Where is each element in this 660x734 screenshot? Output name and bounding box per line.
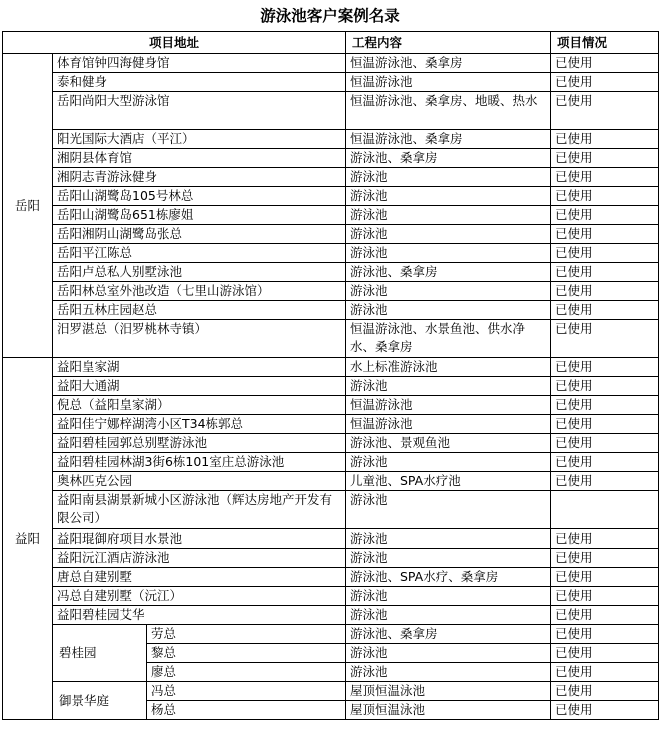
status-cell: 已使用	[551, 358, 659, 377]
table-row	[3, 377, 659, 396]
content-cell: 游泳池	[346, 377, 551, 396]
address-cell: 岳阳五林庄园赵总	[53, 301, 346, 320]
client-case-table	[2, 31, 659, 720]
address-cell: 益阳佳宁娜梓湖湾小区T34栋郭总	[53, 415, 346, 434]
table-row	[3, 282, 659, 301]
person-cell: 杨总	[147, 701, 346, 720]
content-cell: 游泳池	[346, 225, 551, 244]
status-cell: 已使用	[551, 415, 659, 434]
table-row	[3, 301, 659, 320]
address-cell: 岳阳卢总私人别墅泳池	[53, 263, 346, 282]
status-cell: 已使用	[551, 301, 659, 320]
status-cell: 已使用	[551, 168, 659, 187]
header-row	[3, 32, 659, 54]
content-cell: 游泳池	[346, 587, 551, 606]
content-cell: 游泳池	[346, 663, 551, 682]
address-cell: 岳阳尚阳大型游泳馆	[53, 92, 346, 130]
content-cell: 游泳池	[346, 549, 551, 568]
table-row	[3, 149, 659, 168]
status-cell: 已使用	[551, 320, 659, 358]
table-row	[3, 54, 659, 73]
content-cell: 游泳池	[346, 529, 551, 549]
address-cell: 岳阳湘阴山湖鹭岛张总	[53, 225, 346, 244]
table-row	[3, 206, 659, 225]
address-cell: 泰和健身	[53, 73, 346, 92]
table-row	[3, 472, 659, 491]
address-cell: 湘阴县体育馆	[53, 149, 346, 168]
address-cell: 益阳碧桂园郭总别墅游泳池	[53, 434, 346, 453]
table-row	[3, 529, 659, 549]
content-cell: 游泳池	[346, 168, 551, 187]
status-cell: 已使用	[551, 453, 659, 472]
status-cell	[551, 491, 659, 529]
status-cell: 已使用	[551, 529, 659, 549]
content-cell: 恒温游泳池	[346, 73, 551, 92]
address-cell: 益阳南县湖景新城小区游泳池（辉达房地产开发有限公司）	[53, 491, 346, 529]
address-cell: 岳阳山湖鹭岛105号林总	[53, 187, 346, 206]
table-row	[3, 73, 659, 92]
header-content: 工程内容	[346, 32, 551, 54]
header-status: 项目情况	[551, 32, 659, 54]
status-cell: 已使用	[551, 396, 659, 415]
status-cell: 已使用	[551, 225, 659, 244]
content-cell: 恒温游泳池、桑拿房	[346, 130, 551, 149]
status-cell: 已使用	[551, 244, 659, 263]
content-cell: 游泳池	[346, 301, 551, 320]
address-cell: 益阳琨御府项目水景池	[53, 529, 346, 549]
content-cell: 游泳池	[346, 206, 551, 225]
content-cell: 游泳池、桑拿房	[346, 149, 551, 168]
address-cell: 岳阳平江陈总	[53, 244, 346, 263]
content-cell: 游泳池	[346, 453, 551, 472]
table-row	[3, 263, 659, 282]
person-cell: 劳总	[147, 625, 346, 644]
address-cell: 冯总自建别墅（沅江）	[53, 587, 346, 606]
table-row	[3, 606, 659, 625]
table-row	[3, 682, 659, 701]
address-cell: 益阳碧桂园林湖3街6栋101室庄总游泳池	[53, 453, 346, 472]
address-cell: 倪总（益阳皇家湖）	[53, 396, 346, 415]
content-cell: 游泳池	[346, 644, 551, 663]
status-cell: 已使用	[551, 282, 659, 301]
content-cell: 游泳池、SPA水疗、桑拿房	[346, 568, 551, 587]
address-cell: 益阳沅江酒店游泳池	[53, 549, 346, 568]
table-row	[3, 434, 659, 453]
content-cell: 游泳池	[346, 491, 551, 529]
address-cell: 岳阳山湖鹭岛651栋廖姐	[53, 206, 346, 225]
content-cell: 屋顶恒温泳池	[346, 701, 551, 720]
table-row	[3, 491, 659, 529]
page-title: 游泳池客户案例名录	[260, 6, 400, 25]
status-cell: 已使用	[551, 701, 659, 720]
table-row	[3, 549, 659, 568]
header-address: 项目地址	[3, 32, 346, 54]
region-label: 益阳	[3, 358, 53, 720]
address-cell: 益阳大通湖	[53, 377, 346, 396]
address-cell: 益阳皇家湖	[53, 358, 346, 377]
status-cell: 已使用	[551, 92, 659, 130]
table-row	[3, 187, 659, 206]
address-cell: 汨罗湛总（汨罗桃林寺镇）	[53, 320, 346, 358]
content-cell: 恒温游泳池	[346, 415, 551, 434]
status-cell: 已使用	[551, 682, 659, 701]
content-cell: 恒温游泳池、桑拿房	[346, 54, 551, 73]
table-row	[3, 244, 659, 263]
subgroup-label: 碧桂园	[53, 625, 147, 682]
content-cell: 恒温游泳池、水景鱼池、供水净水、桑拿房	[346, 320, 551, 358]
table-row	[3, 92, 659, 130]
table-row	[3, 225, 659, 244]
address-cell: 体育馆钟四海健身馆	[53, 54, 346, 73]
table-row	[3, 320, 659, 358]
person-cell: 冯总	[147, 682, 346, 701]
address-cell: 阳光国际大酒店（平江）	[53, 130, 346, 149]
status-cell: 已使用	[551, 206, 659, 225]
address-cell: 益阳碧桂园艾华	[53, 606, 346, 625]
content-cell: 恒温游泳池、桑拿房、地暖、热水	[346, 92, 551, 130]
status-cell: 已使用	[551, 472, 659, 491]
subgroup-label: 御景华庭	[53, 682, 147, 720]
table-row	[3, 130, 659, 149]
content-cell: 游泳池	[346, 606, 551, 625]
status-cell: 已使用	[551, 187, 659, 206]
status-cell: 已使用	[551, 377, 659, 396]
table-row	[3, 415, 659, 434]
status-cell: 已使用	[551, 644, 659, 663]
person-cell: 廖总	[147, 663, 346, 682]
content-cell: 恒温游泳池	[346, 396, 551, 415]
table-row	[3, 453, 659, 472]
status-cell: 已使用	[551, 263, 659, 282]
address-cell: 唐总自建别墅	[53, 568, 346, 587]
status-cell: 已使用	[551, 73, 659, 92]
region-label: 岳阳	[3, 54, 53, 358]
table-row	[3, 568, 659, 587]
status-cell: 已使用	[551, 130, 659, 149]
status-cell: 已使用	[551, 568, 659, 587]
address-cell: 岳阳林总室外池改造（七里山游泳馆）	[53, 282, 346, 301]
person-cell: 黎总	[147, 644, 346, 663]
status-cell: 已使用	[551, 587, 659, 606]
content-cell: 游泳池	[346, 187, 551, 206]
content-cell: 游泳池	[346, 282, 551, 301]
content-cell: 游泳池、景观鱼池	[346, 434, 551, 453]
table-row	[3, 358, 659, 377]
table-row	[3, 587, 659, 606]
table-row	[3, 168, 659, 187]
content-cell: 水上标准游泳池	[346, 358, 551, 377]
content-cell: 屋顶恒温泳池	[346, 682, 551, 701]
table-row	[3, 396, 659, 415]
address-cell: 奥林匹克公园	[53, 472, 346, 491]
status-cell: 已使用	[551, 625, 659, 644]
content-cell: 游泳池、桑拿房	[346, 625, 551, 644]
status-cell: 已使用	[551, 549, 659, 568]
content-cell: 游泳池、桑拿房	[346, 263, 551, 282]
address-cell: 湘阴志青游泳健身	[53, 168, 346, 187]
content-cell: 游泳池	[346, 244, 551, 263]
status-cell: 已使用	[551, 149, 659, 168]
status-cell: 已使用	[551, 54, 659, 73]
table-row	[3, 625, 659, 644]
status-cell: 已使用	[551, 434, 659, 453]
status-cell: 已使用	[551, 663, 659, 682]
content-cell: 儿童池、SPA水疗池	[346, 472, 551, 491]
status-cell: 已使用	[551, 606, 659, 625]
